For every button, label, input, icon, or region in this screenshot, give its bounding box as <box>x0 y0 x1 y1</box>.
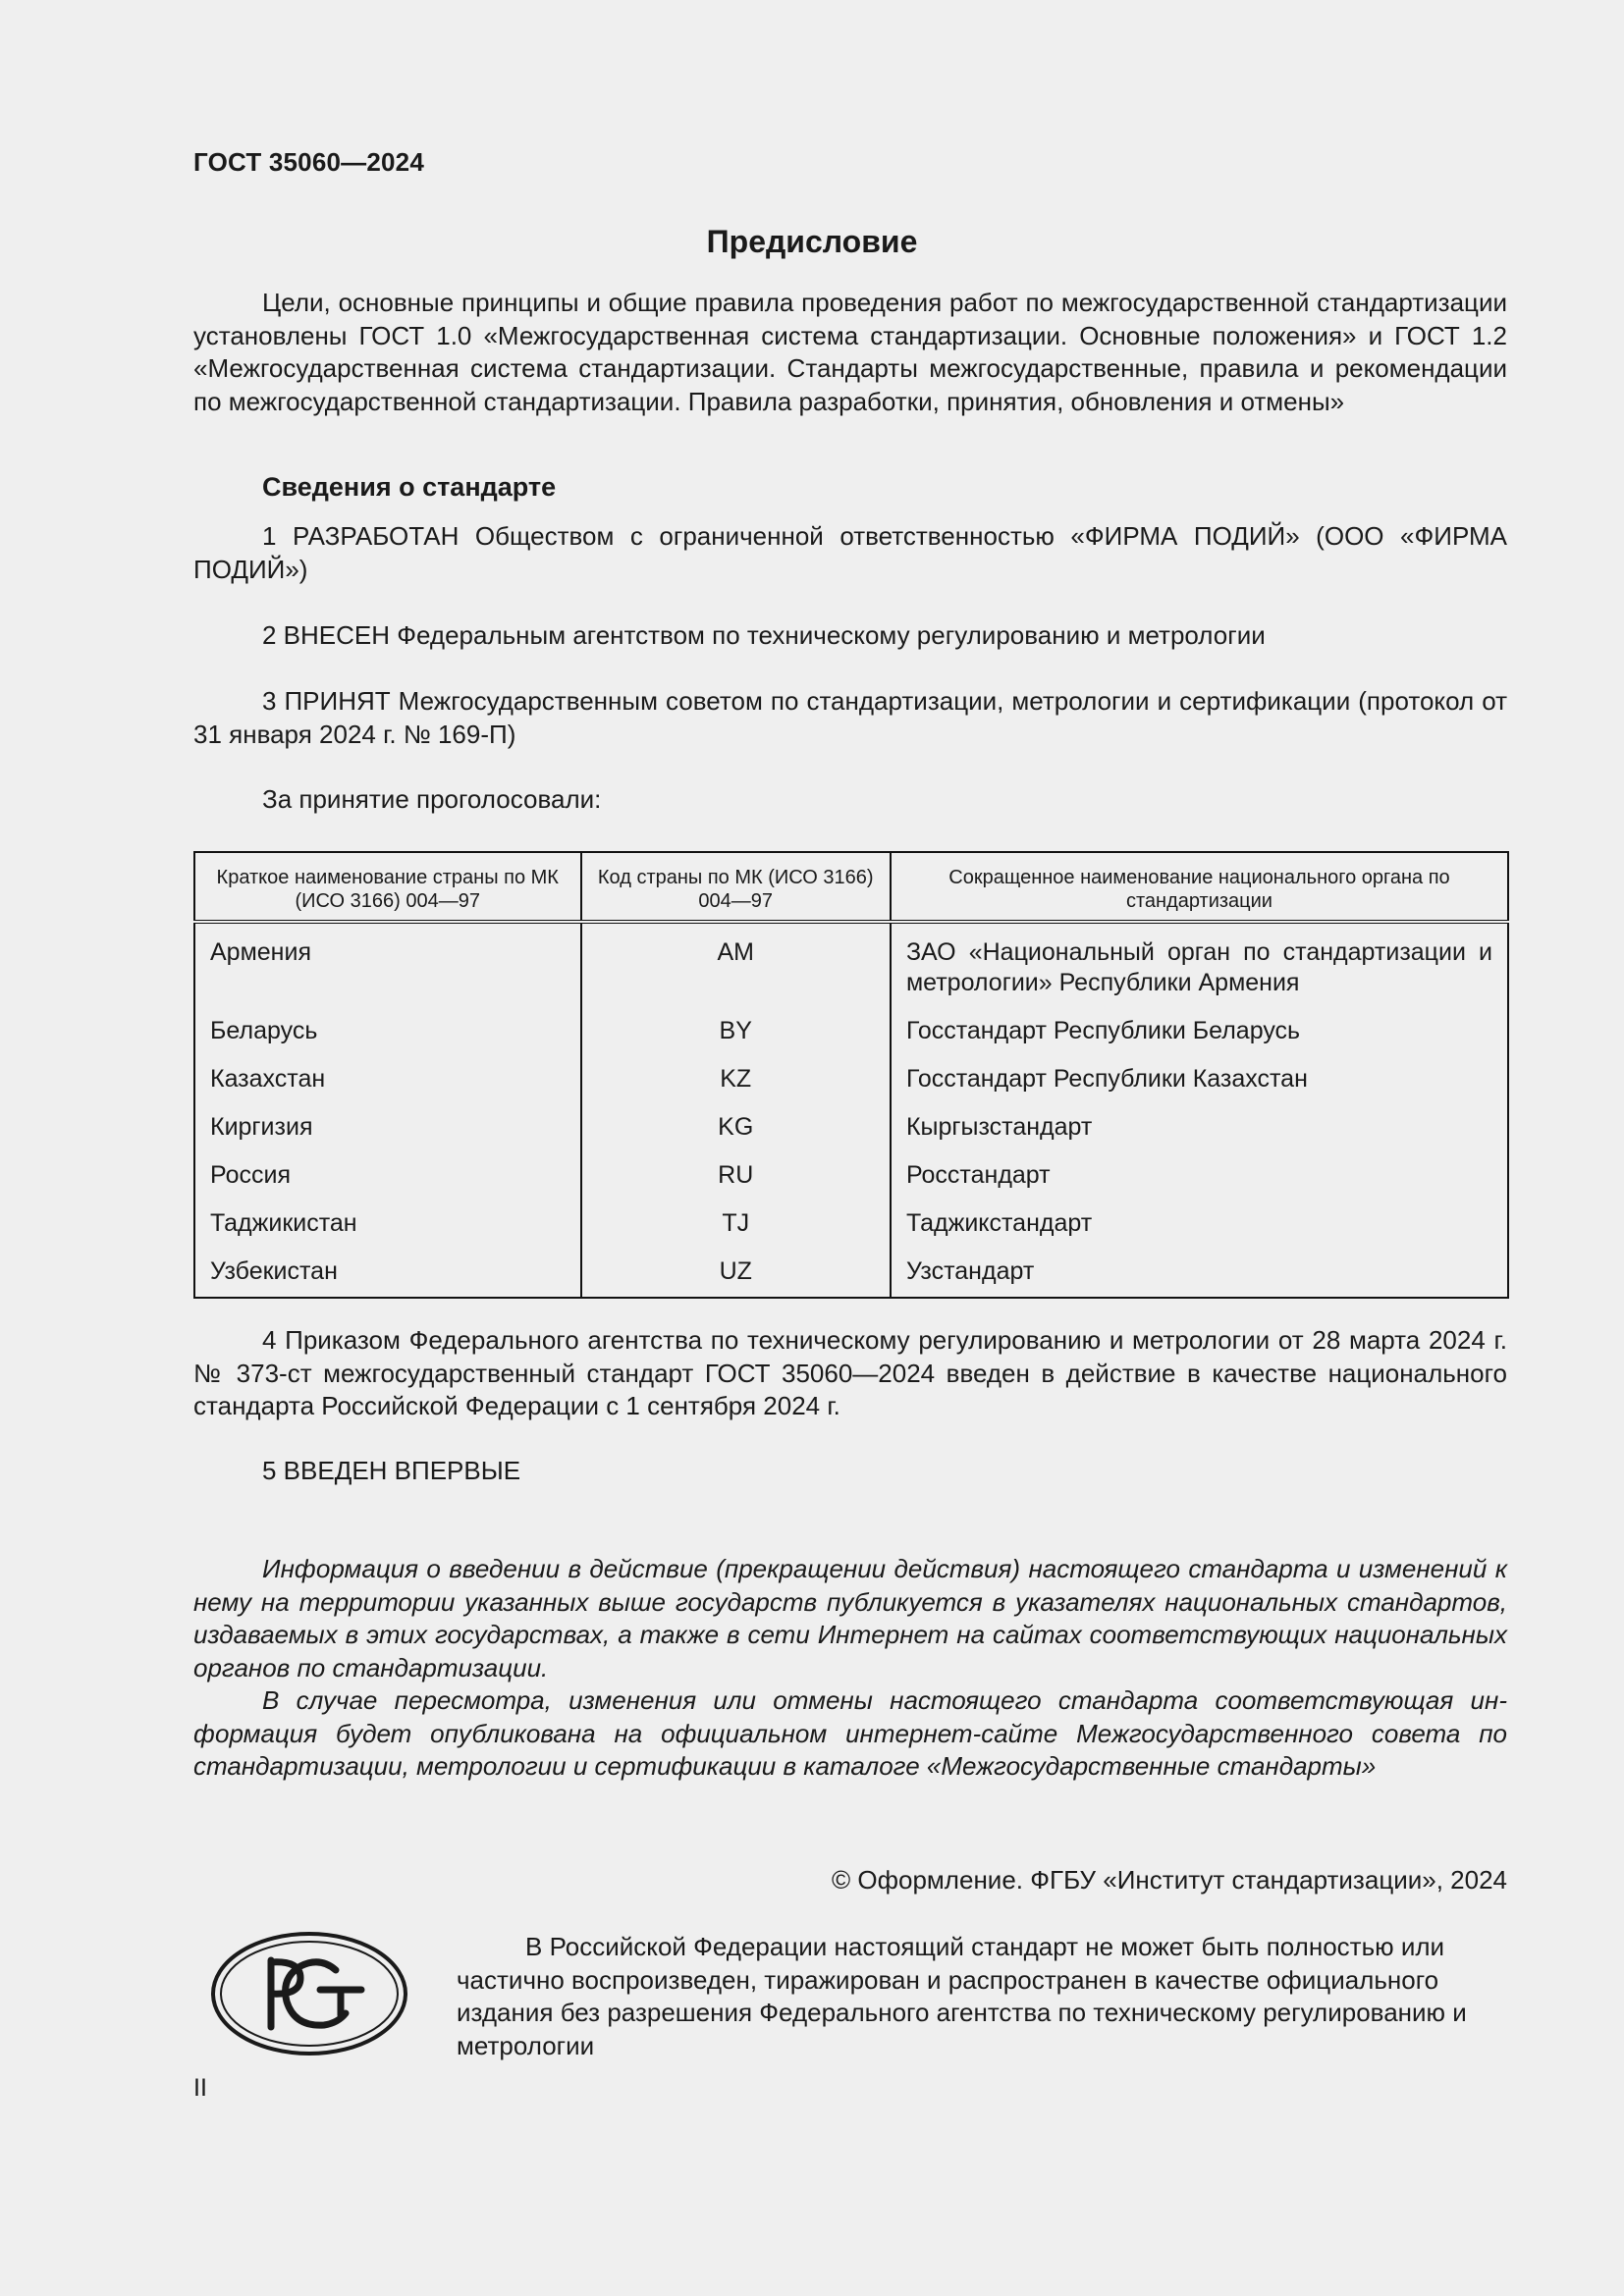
note-revision-info: В случае пересмотра, изменения или отмены настоящего стандарта соответствующая информация будет опубликована на официальном интернет-сайте Межгосударственного совета по стандартизации, метрологии и сертификации в каталоге «Межгосударственные стандарты» <box>193 1685 1507 1781</box>
country-name: Узбекистан <box>194 1248 581 1298</box>
country-name: Казахстан <box>194 1055 581 1103</box>
copyright-line: © Оформление. ФГБУ «Институт стандартизации», 2024 <box>832 1865 1507 1895</box>
page-number: II <box>193 2074 207 2102</box>
country-code: BY <box>581 1007 891 1055</box>
header-country-name: Краткое наименование страны по МК (ИСО 3166) 004—97 <box>194 852 581 922</box>
voting-countries-table <box>193 851 1509 1299</box>
item-developed: 1 РАЗРАБОТАН Обществом с ограниченной ответственностью «ФИРМА ПОДИЙ» (ООО «ФИРМА ПОДИЙ») <box>193 521 1507 584</box>
table-row <box>194 1055 1508 1103</box>
rst-certification-mark-icon <box>210 1931 408 2056</box>
national-body: Госстандарт Республики Беларусь <box>891 1007 1508 1055</box>
item-submitted: 2 ВНЕСЕН Федеральным агентством по техническому регулированию и метрологии <box>262 620 1266 650</box>
national-body: ЗАО «Национальный орган по стандартизации и метрологии» Республики Армения <box>891 922 1508 1007</box>
country-code: AM <box>581 922 891 1007</box>
national-body: Кыргызстандарт <box>891 1103 1508 1151</box>
table-row <box>194 1103 1508 1151</box>
country-name: Киргизия <box>194 1103 581 1151</box>
country-name: Беларусь <box>194 1007 581 1055</box>
note-info-publication: Информация о введении в действие (прекращении действия) настоящего стандарта и изменений к нему на территории указанных выше государств публикуется в указателях национальных стандартов, издаваемых в этих государствах, а также в сети Интернет на сайтах соответствующих национальных органов по стандартизации. <box>193 1554 1507 1682</box>
table-row <box>194 1200 1508 1248</box>
reproduction-rights-notice: В Российской Федерации настоящий стандарт не может быть полностью или частично воспроизведен, тиражирован и распространен в качестве официального издания без разрешения Федерального агентства по техническому регулированию и метрологии <box>457 1932 1467 2060</box>
national-body: Росстандарт <box>891 1151 1508 1200</box>
country-code: KZ <box>581 1055 891 1103</box>
standard-code-header: ГОСТ 35060—2024 <box>193 147 424 177</box>
preface-title: Предисловие <box>706 224 918 259</box>
standard-info-heading: Сведения о стандарте <box>262 472 557 502</box>
country-code: UZ <box>581 1248 891 1298</box>
country-name: Армения <box>194 922 581 1007</box>
country-name: Таджикистан <box>194 1200 581 1248</box>
table-header-row <box>194 852 1508 922</box>
item-enacted: 4 Приказом Федерального агентства по техническому регулированию и метрологии от 28 марта 2024 г. № 373-ст межгосударственный стандарт ГОСТ 35060—2024 введен в действие в качестве национального стандарта Российской Федерации с 1 сентября 2024 г. <box>193 1325 1507 1420</box>
item-first-introduced: 5 ВВЕДЕН ВПЕРВЫЕ <box>262 1456 521 1485</box>
table-row <box>194 1007 1508 1055</box>
voted-label: За принятие проголосовали: <box>262 784 602 814</box>
national-body: Таджикстандарт <box>891 1200 1508 1248</box>
country-name: Россия <box>194 1151 581 1200</box>
table-row <box>194 922 1508 1007</box>
table-row <box>194 1248 1508 1298</box>
country-code: RU <box>581 1151 891 1200</box>
country-code: TJ <box>581 1200 891 1248</box>
item-adopted: 3 ПРИНЯТ Межгосударственным советом по стандартизации, метрологии и сертификации (протокол от 31 января 2024 г. № 169-П) <box>193 686 1507 749</box>
table-row <box>194 1151 1508 1200</box>
country-code: KG <box>581 1103 891 1151</box>
national-body: Узстандарт <box>891 1248 1508 1298</box>
header-country-code: Код страны по МК (ИСО 3166) 004—97 <box>581 852 891 922</box>
header-national-body: Сокращенное наименование национального органа по стандартизации <box>891 852 1508 922</box>
intro-paragraph: Цели, основные принципы и общие правила проведения работ по межгосударственной стандартизации установлены ГОСТ 1.0 «Межгосударственная система стандартизации. Основные положения» и ГОСТ 1.2 «Межгосударственная система стандартизации. Стандарты межгосударственные, правила и рекомендации по межгосударственной стандартизации. Правила разработки, принятия, обновления и отмены» <box>193 288 1507 416</box>
national-body: Госстандарт Республики Казахстан <box>891 1055 1508 1103</box>
